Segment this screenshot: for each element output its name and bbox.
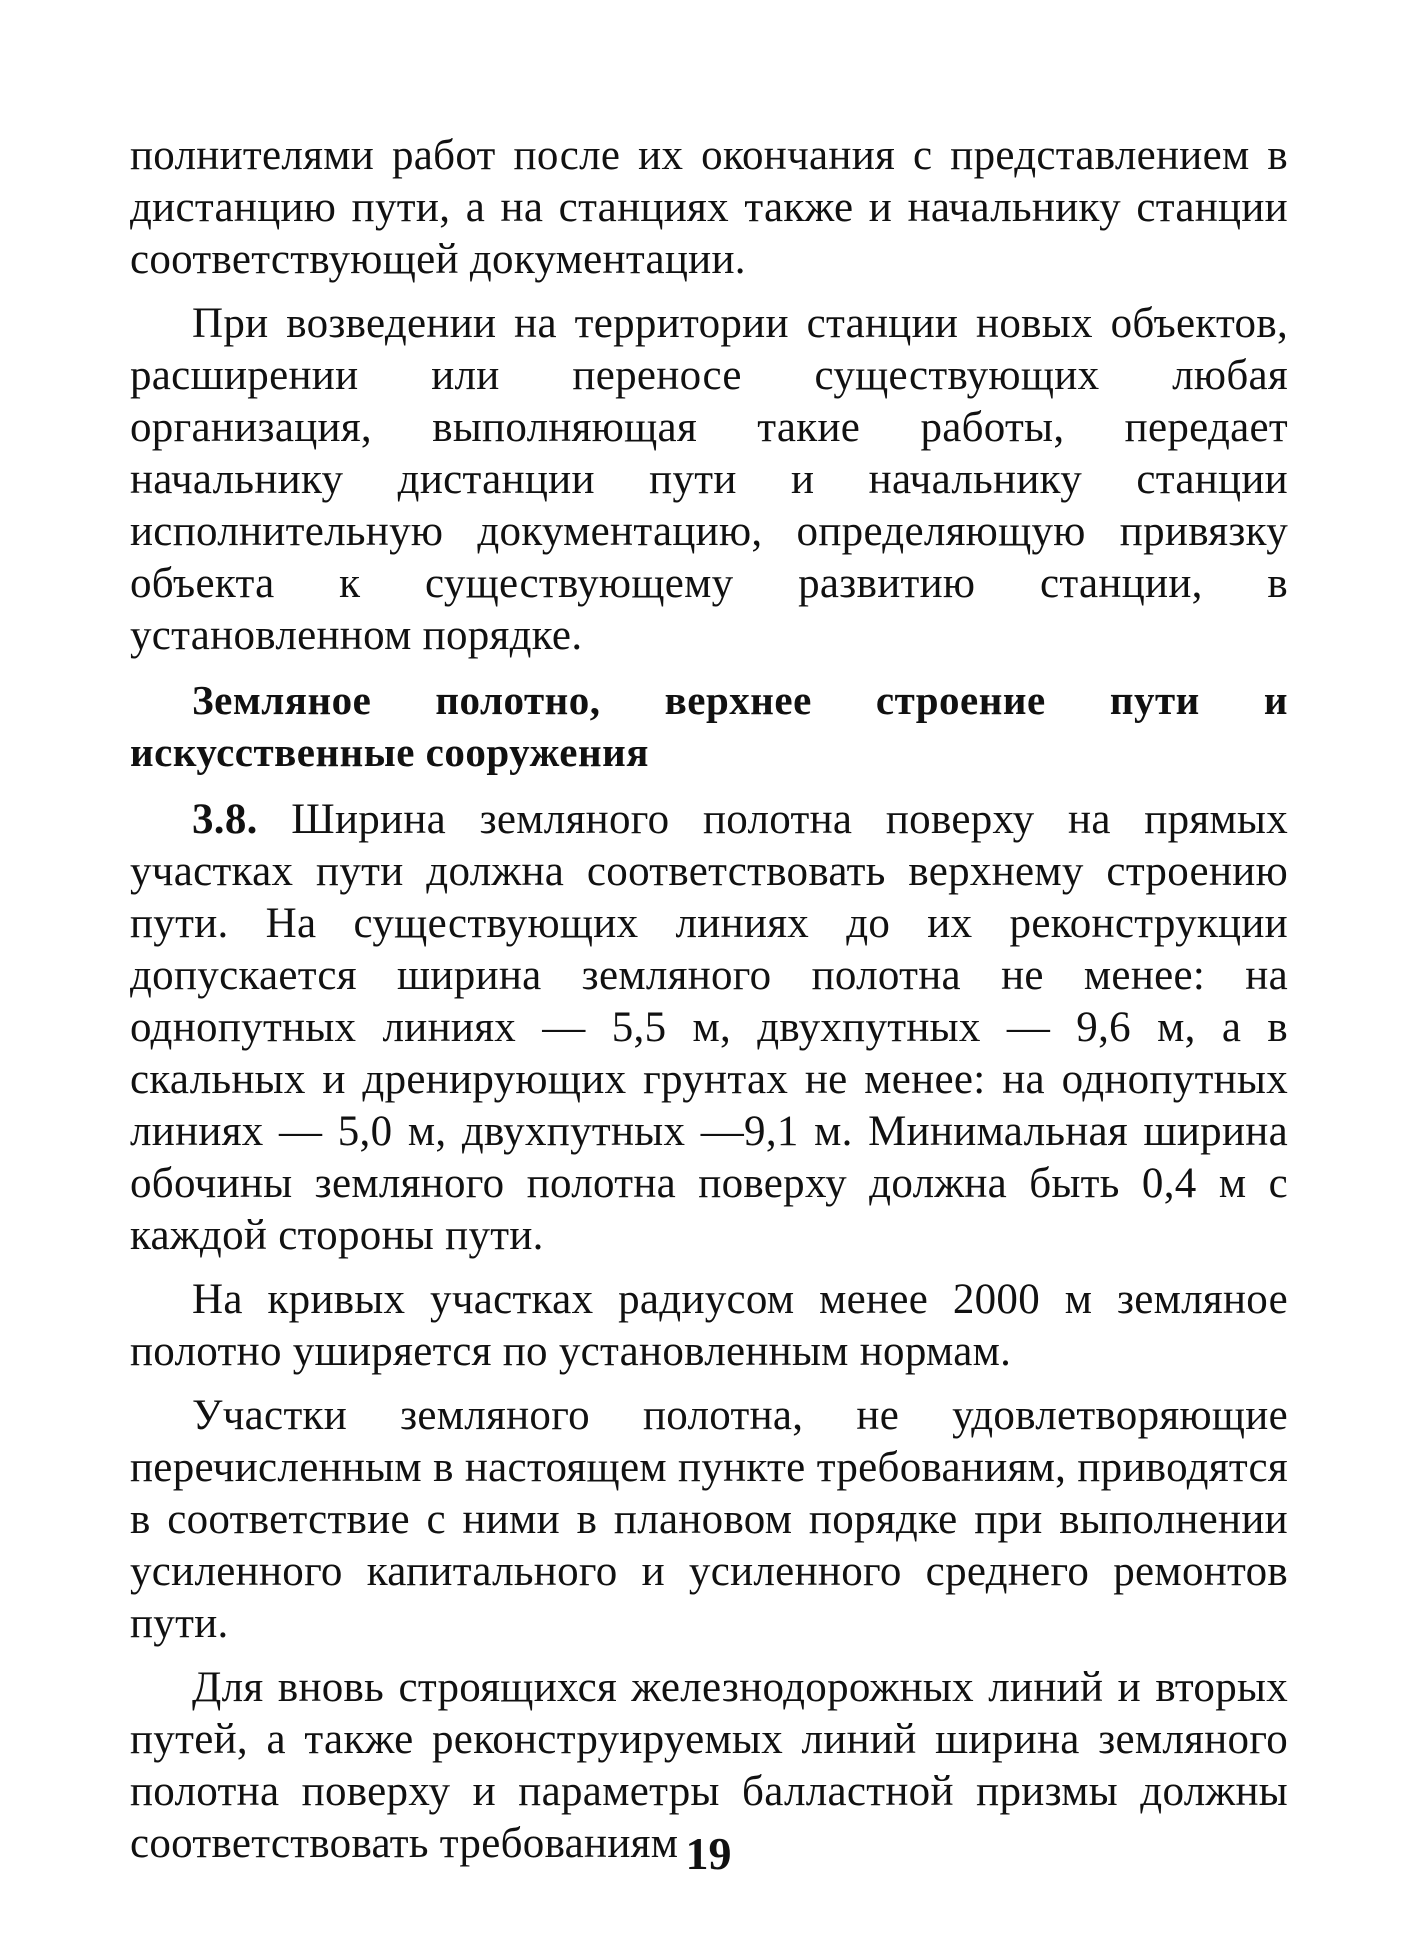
paragraph-nonconforming-sections: Участки земляного полотна, не удовлетворяющие перечисленным в настоящем пункте требованиям, приводятся в соответствие с ними в плановом порядке при выполнении усиленного капитального и усиленного среднего ремонтов пути. bbox=[130, 1392, 1288, 1647]
paragraph-3-8 bbox=[130, 794, 1288, 1262]
paragraph-curves: На кривых участках радиусом менее 2000 м земляное полотно уширяется по установленным нормам. bbox=[130, 1276, 1288, 1375]
clause-text: Ширина земляного полотна поверху на прямых участках пути должна соответствовать верхнему строению пути. На существующих линиях до их реконструкции допускается ширина земляного полотна не менее: на однопутных линиях — 5,5 м, двухпутных — 9,6 м, а в скальных и дренирующих грунтах не менее: на однопутных линиях — 5,0 м, двухпутных —9,1 м. Минимальная ширина обочины земляного полотна поверху должна быть 0,4 м с каждой стороны пути. bbox=[130, 796, 1288, 1259]
section-heading: Земляное полотно, верхнее строение пути и искусственные сооружения bbox=[130, 677, 1288, 775]
paragraph-new-lines: Для вновь строящихся железнодорожных линий и вторых путей, а также реконструируемых линий ширина земляного полотна поверху и параметры балластной призмы должны соответствовать требованиям bbox=[130, 1664, 1288, 1867]
page-number: 19 bbox=[685, 1828, 732, 1879]
paragraph-new-objects: При возведении на территории станции новых объектов, расширении или переносе существующих любая организация, выполняющая такие работы, передает начальнику дистанции пути и начальнику станции исполнительную документацию, определяющую привязку объекта к существующему развитию станции, в установленном порядке. bbox=[130, 300, 1288, 659]
clause-number: 3.8. bbox=[192, 796, 258, 843]
paragraph-continuation: полнителями работ после их окончания с представлением в дистанцию пути, а на станциях также и начальнику станции соответствующей документации. bbox=[130, 132, 1288, 283]
document-page bbox=[130, 130, 1288, 1882]
